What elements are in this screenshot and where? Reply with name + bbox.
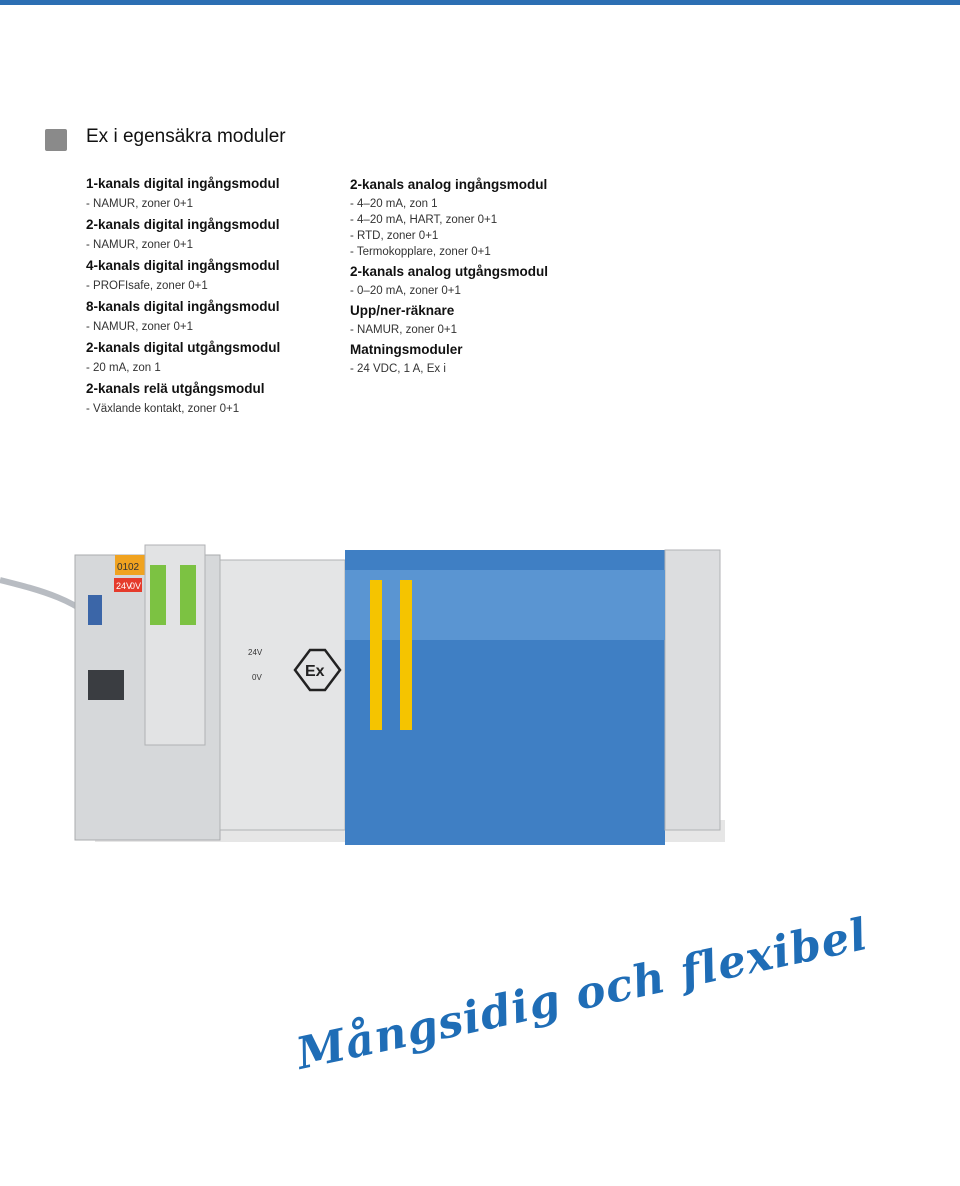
list-item <box>350 261 548 299</box>
rj45-port <box>88 670 124 700</box>
module-detail: - 4–20 mA, zon 1 <box>350 198 438 210</box>
module-heading: 1-kanals digital ingångsmodul <box>86 176 280 191</box>
label-text: 02 <box>128 562 140 573</box>
ex-mark: Ex <box>305 663 325 680</box>
green-strip <box>180 565 196 625</box>
module-detail: - Termokopplare, zoner 0+1 <box>350 246 491 258</box>
label-text: 24V <box>116 581 133 591</box>
module-heading: 2-kanals analog ingångsmodul <box>350 177 548 192</box>
module-detail: - 4–20 mA, HART, zoner 0+1 <box>350 214 498 226</box>
blue-terminal-row <box>345 570 665 640</box>
list-item <box>86 338 280 378</box>
module-detail: - NAMUR, zoner 0+1 <box>86 239 194 251</box>
list-item <box>86 215 280 255</box>
top-rule <box>0 0 960 5</box>
device-label: 0V <box>252 673 262 682</box>
power-module <box>220 560 345 830</box>
list-item <box>86 379 280 419</box>
list-item <box>350 339 548 377</box>
module-heading: 2-kanals analog utgångsmodul <box>350 264 549 279</box>
module-detail: - RTD, zoner 0+1 <box>350 230 439 242</box>
module-heading: 4-kanals digital ingångsmodul <box>86 258 280 273</box>
yellow-marker <box>400 580 412 730</box>
module-detail: - 0–20 mA, zoner 0+1 <box>350 285 461 297</box>
list-item <box>86 256 280 296</box>
yellow-marker <box>370 580 382 730</box>
module-heading: Matningsmoduler <box>350 342 463 357</box>
label-text: 0V <box>130 581 142 591</box>
list-item <box>86 174 280 214</box>
list-item <box>350 174 548 260</box>
module-heading: Upp/ner-räknare <box>350 303 455 318</box>
end-module <box>665 550 720 830</box>
module-detail: - Växlande kontakt, zoner 0+1 <box>86 403 240 415</box>
module-detail: - NAMUR, zoner 0+1 <box>350 324 458 336</box>
module-heading: 8-kanals digital ingångsmodul <box>86 299 280 314</box>
section-title: Ex i egensäkra moduler <box>86 126 286 147</box>
tagline: Mångsidig och flexibel <box>292 908 873 1080</box>
io-module-photo <box>0 520 960 880</box>
module-detail: - 20 mA, zon 1 <box>86 362 161 374</box>
module-detail: - NAMUR, zoner 0+1 <box>86 321 194 333</box>
list-item <box>350 300 548 338</box>
green-strip <box>150 565 166 625</box>
left-column <box>86 173 280 419</box>
right-column <box>350 173 548 377</box>
module-detail: - NAMUR, zoner 0+1 <box>86 198 194 210</box>
device-label: 24V <box>248 648 263 657</box>
module-heading: 2-kanals digital utgångsmodul <box>86 340 281 355</box>
usb-port <box>88 595 102 625</box>
module-detail: - PROFIsafe, zoner 0+1 <box>86 280 208 292</box>
list-item <box>86 297 280 337</box>
module-heading: 2-kanals digital ingångsmodul <box>86 217 280 232</box>
label-text: 01 <box>117 562 129 573</box>
module-heading: 2-kanals relä utgångsmodul <box>86 381 265 396</box>
section-marker <box>45 129 67 151</box>
module-detail: - 24 VDC, 1 A, Ex i <box>350 363 446 375</box>
